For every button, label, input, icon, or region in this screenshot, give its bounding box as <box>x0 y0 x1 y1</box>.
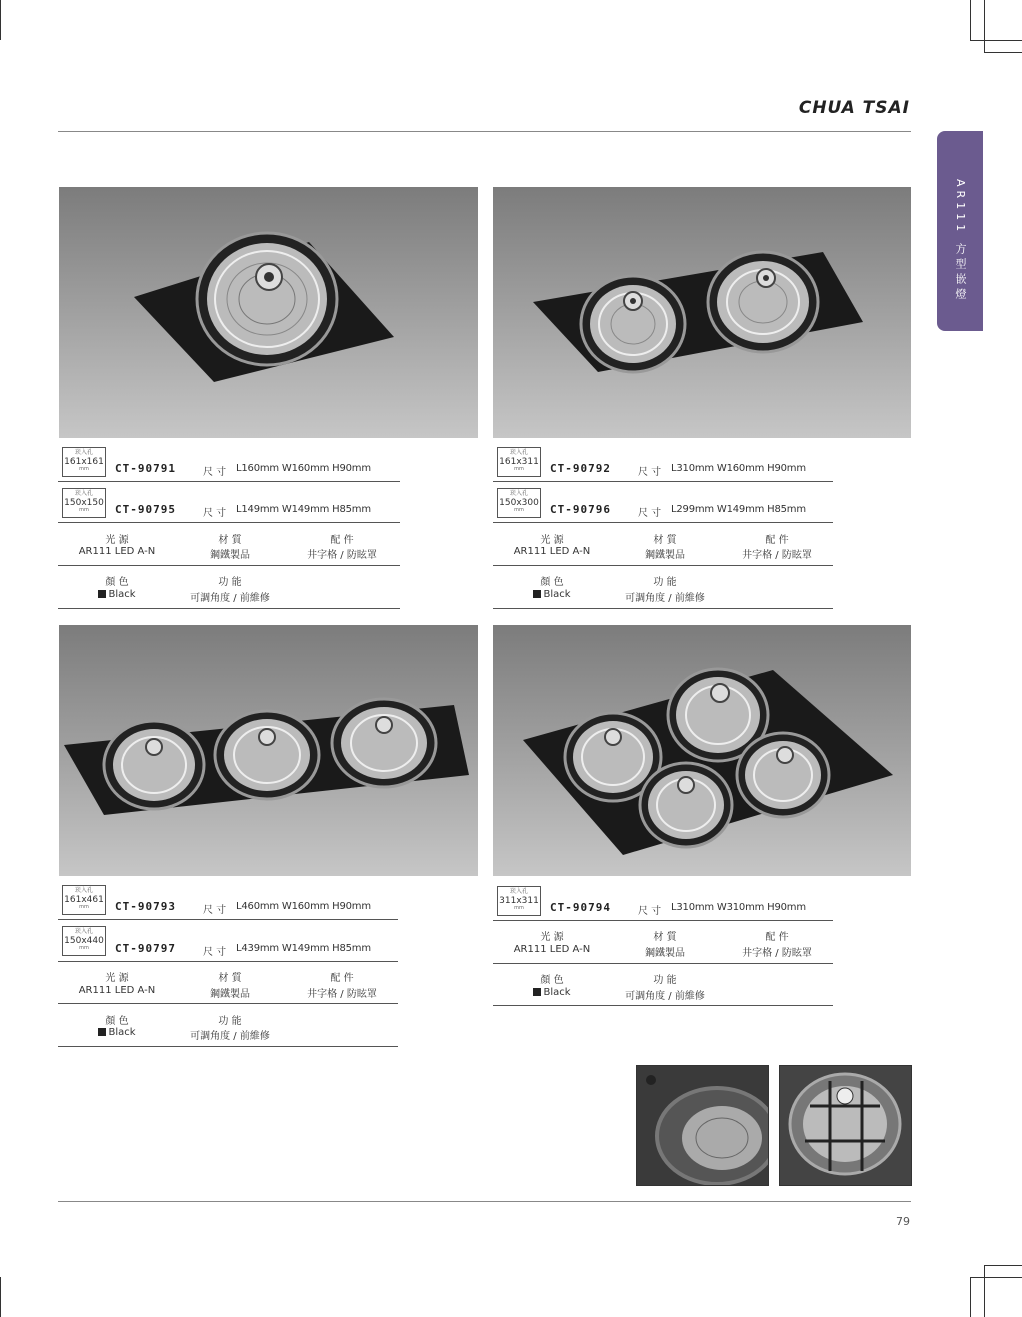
size-label: 尺 寸 <box>203 905 227 916</box>
function-value: 可調角度 / 前維修 <box>625 593 705 604</box>
accessory-label: 配 件 <box>765 535 789 546</box>
material-value: 鋼鐵製品 <box>645 948 685 959</box>
divider <box>58 522 400 523</box>
cutout-label: 崁入孔 <box>74 449 93 456</box>
color-value <box>62 589 172 600</box>
cutout-value: 150x150 <box>64 498 104 508</box>
side-tab-label: AR111 方型嵌燈 <box>954 179 967 303</box>
crop-mark <box>0 0 1 40</box>
crop-mark <box>970 1277 971 1317</box>
material-value: 鋼鐵製品 <box>210 550 250 561</box>
light-source-label: 光 源 <box>105 973 129 984</box>
cutout-value: 150x440 <box>64 936 104 946</box>
light-source-value: AR111 LED A-N <box>513 944 591 955</box>
crop-mark <box>0 1277 1 1317</box>
color-value <box>497 589 607 600</box>
function-label: 功 能 <box>653 577 677 588</box>
color-value <box>62 1027 172 1038</box>
size-value: L460mm W160mm H90mm <box>236 901 371 912</box>
cutout-unit: mm <box>79 904 89 910</box>
size-label: 尺 寸 <box>638 906 662 917</box>
cutout-label: 崁入孔 <box>509 888 528 895</box>
divider <box>493 920 833 921</box>
cutout-box <box>62 488 106 518</box>
divider <box>493 1005 833 1006</box>
cutout-label: 崁入孔 <box>74 887 93 894</box>
divider <box>58 608 400 609</box>
divider <box>58 1046 398 1047</box>
light-source-value: AR111 LED A-N <box>78 546 156 557</box>
divider <box>493 522 833 523</box>
cutout-unit: mm <box>79 507 89 513</box>
size-value: L439mm W149mm H85mm <box>236 943 371 954</box>
function-label: 功 能 <box>218 1016 242 1027</box>
divider <box>493 608 833 609</box>
size-value: L160mm W160mm H90mm <box>236 463 371 474</box>
size-label: 尺 寸 <box>203 947 227 958</box>
crop-mark <box>984 1265 1022 1266</box>
detail-photo-grid-louver <box>779 1065 912 1186</box>
cutout-label: 崁入孔 <box>74 928 93 935</box>
cutout-unit: mm <box>79 945 89 951</box>
divider <box>58 919 398 920</box>
crop-mark <box>970 1277 1022 1278</box>
crop-mark <box>984 1265 985 1317</box>
cutout-box <box>62 447 106 477</box>
size-label: 尺 寸 <box>638 467 662 478</box>
color-value <box>497 987 607 998</box>
cutout-unit: mm <box>514 466 524 472</box>
color-text: Black <box>543 589 571 600</box>
color-label: 顏 色 <box>540 577 564 588</box>
cutout-value: 161x161 <box>64 457 104 467</box>
accessory-label: 配 件 <box>330 973 354 984</box>
cutout-label: 崁入孔 <box>509 449 528 456</box>
model-number: CT-90794 <box>550 901 611 914</box>
cutout-value: 150x300 <box>499 498 539 508</box>
accessory-label: 配 件 <box>330 535 354 546</box>
accessory-value: 井字格 / 防眩罩 <box>307 550 377 561</box>
model-number: CT-90792 <box>550 462 611 475</box>
light-source-label: 光 源 <box>540 535 564 546</box>
color-label: 顏 色 <box>105 577 129 588</box>
crop-mark <box>984 52 1022 53</box>
color-label: 顏 色 <box>105 1016 129 1027</box>
function-value: 可調角度 / 前維修 <box>190 1031 270 1042</box>
color-label: 顏 色 <box>540 975 564 986</box>
color-swatch <box>533 590 541 598</box>
size-label: 尺 寸 <box>638 508 662 519</box>
size-value: L310mm W160mm H90mm <box>671 463 806 474</box>
material-label: 材 質 <box>218 535 242 546</box>
divider <box>58 565 400 566</box>
side-tab[interactable] <box>937 131 983 331</box>
cutout-value: 161x461 <box>64 895 104 905</box>
cutout-value: 311x311 <box>499 896 539 906</box>
brand-logo: CHUA TSAI <box>798 98 910 118</box>
color-swatch <box>533 988 541 996</box>
color-swatch <box>98 1028 106 1036</box>
light-source-label: 光 源 <box>105 535 129 546</box>
crop-mark <box>984 0 985 52</box>
model-number: CT-90791 <box>115 462 176 475</box>
divider <box>58 961 398 962</box>
color-swatch <box>98 590 106 598</box>
cutout-unit: mm <box>79 466 89 472</box>
divider <box>493 565 833 566</box>
material-label: 材 質 <box>218 973 242 984</box>
color-text: Black <box>108 1027 136 1038</box>
header-rule <box>58 131 911 132</box>
accessory-label: 配 件 <box>765 932 789 943</box>
model-number: CT-90793 <box>115 900 176 913</box>
size-value: L310mm W310mm H90mm <box>671 902 806 913</box>
material-label: 材 質 <box>653 535 677 546</box>
product-photo-double <box>493 187 911 438</box>
color-text: Black <box>543 987 571 998</box>
model-number: CT-90795 <box>115 503 176 516</box>
size-label: 尺 寸 <box>203 508 227 519</box>
crop-mark <box>970 0 971 40</box>
model-number: CT-90796 <box>550 503 611 516</box>
material-value: 鋼鐵製品 <box>645 550 685 561</box>
color-text: Black <box>108 589 136 600</box>
material-label: 材 質 <box>653 932 677 943</box>
cutout-box <box>497 488 541 518</box>
light-source-label: 光 源 <box>540 932 564 943</box>
model-number: CT-90797 <box>115 942 176 955</box>
cutout-label: 崁入孔 <box>509 490 528 497</box>
divider <box>58 1003 398 1004</box>
cutout-box <box>497 447 541 477</box>
cutout-box <box>497 886 541 916</box>
material-value: 鋼鐵製品 <box>210 989 250 1000</box>
function-value: 可調角度 / 前維修 <box>190 593 270 604</box>
accessory-value: 井字格 / 防眩罩 <box>742 550 812 561</box>
detail-photo-glare-shield <box>636 1065 769 1186</box>
footer-rule <box>58 1201 911 1202</box>
product-photo-triple <box>59 625 478 876</box>
cutout-box <box>62 926 106 956</box>
cutout-unit: mm <box>514 507 524 513</box>
cutout-unit: mm <box>514 905 524 911</box>
light-source-value: AR111 LED A-N <box>513 546 591 557</box>
divider <box>493 481 833 482</box>
crop-mark <box>970 40 1022 41</box>
cutout-value: 161x311 <box>499 457 539 467</box>
function-value: 可調角度 / 前維修 <box>625 991 705 1002</box>
function-label: 功 能 <box>653 975 677 986</box>
size-label: 尺 寸 <box>203 467 227 478</box>
accessory-value: 井字格 / 防眩罩 <box>307 989 377 1000</box>
divider <box>493 963 833 964</box>
product-photo-quad <box>493 625 911 876</box>
function-label: 功 能 <box>218 577 242 588</box>
cutout-label: 崁入孔 <box>74 490 93 497</box>
cutout-box <box>62 885 106 915</box>
page-number: 79 <box>896 1215 910 1228</box>
product-photo-single <box>59 187 478 438</box>
light-source-value: AR111 LED A-N <box>78 985 156 996</box>
size-value: L299mm W149mm H85mm <box>671 504 806 515</box>
size-value: L149mm W149mm H85mm <box>236 504 371 515</box>
accessory-value: 井字格 / 防眩罩 <box>742 948 812 959</box>
divider <box>58 481 400 482</box>
